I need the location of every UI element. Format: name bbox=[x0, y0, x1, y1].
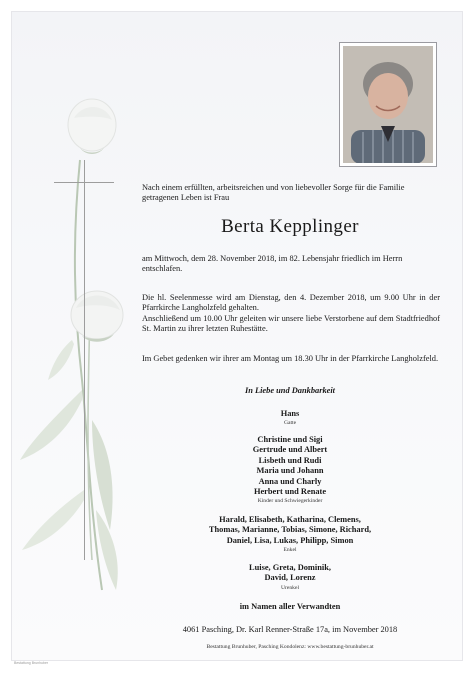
mourner-name: Gertrude und Albert bbox=[252, 445, 328, 455]
motto: In Liebe und Dankbarkeit bbox=[244, 386, 336, 395]
mourner-group-grandchildren bbox=[142, 515, 438, 554]
address-line: 4061 Pasching, Dr. Karl Renner-Straße 17a, im November 2018 bbox=[182, 625, 398, 634]
mourner-name: Christine und Sigi bbox=[257, 435, 323, 444]
mourner-name: Harald, Elisabeth, Katharina, Clemens, bbox=[219, 515, 361, 524]
portrait-figure bbox=[343, 46, 433, 163]
portrait-photo bbox=[343, 46, 433, 163]
burial-text: Anschließend um 10.00 Uhr geleiten wir unsere liebe Verstorbene auf dem Stadtfriedhof St. Martin zu ihrer letzten Ruhestätte. bbox=[142, 313, 440, 334]
funeral-home-footer: Bestattung Brunhuber, Pasching Kondolenz: www.bestattung-brunhuber.at bbox=[206, 644, 374, 650]
mourner-role: Enkel bbox=[283, 547, 297, 554]
mourner-group-children bbox=[142, 435, 438, 505]
mourner-name: Luise, Greta, Dominik, bbox=[249, 563, 331, 572]
mourner-role: Kinder und Schwiegerkinder bbox=[257, 498, 323, 505]
mourner-group-great-grandchildren bbox=[142, 563, 438, 592]
mourner-group-spouse bbox=[142, 409, 438, 427]
intro-text: Nach einem erfüllten, arbeitsreichen und von liebevoller Sorge für die Familie getragenen Leben ist Frau bbox=[142, 183, 405, 203]
cross-horizontal-line bbox=[54, 182, 114, 183]
mourner-name: Lisbeth und Rudi bbox=[258, 455, 322, 465]
requiem-mass-text: Die hl. Seelenmesse wird am Dienstag, den 4. Dezember 2018, um 9.00 Uhr in der Pfarrkirche Langholzfeld gehalten. bbox=[142, 293, 440, 313]
mourner-name: Thomas, Marianne, Tobias, Simone, Richard, bbox=[208, 525, 372, 535]
mourner-role: Gatte bbox=[283, 420, 297, 427]
mourner-name: Maria und Johann bbox=[256, 466, 324, 476]
closing-line: im Namen aller Verwandten bbox=[239, 602, 341, 611]
mourner-role: Urenkel bbox=[280, 584, 300, 591]
mourner-name: Anna und Charly bbox=[258, 476, 322, 486]
white-rose-illustration bbox=[12, 90, 142, 610]
portrait-photo-frame bbox=[339, 42, 437, 167]
deceased-name: Berta Kepplinger bbox=[221, 216, 359, 237]
death-notice-paragraph: am Mittwoch, dem 28. November 2018, im 82. Lebensjahr friedlich im Herrn entschlafen. bbox=[142, 254, 403, 274]
funeral-details bbox=[142, 293, 440, 335]
tiny-imprint: Bestattung Brunhuber bbox=[14, 661, 49, 665]
cross-vertical-line bbox=[84, 160, 85, 560]
mourner-name: Hans bbox=[280, 409, 300, 418]
mourner-name: David, Lorenz bbox=[264, 573, 316, 583]
prayer-text: Im Gebet gedenken wir ihrer am Montag um 18.30 Uhr in der Pfarrkirche Langholzfeld. bbox=[142, 354, 439, 363]
mourner-name: Herbert und Renate bbox=[253, 487, 327, 497]
mourner-name: Daniel, Lisa, Lukas, Philipp, Simon bbox=[226, 535, 354, 545]
